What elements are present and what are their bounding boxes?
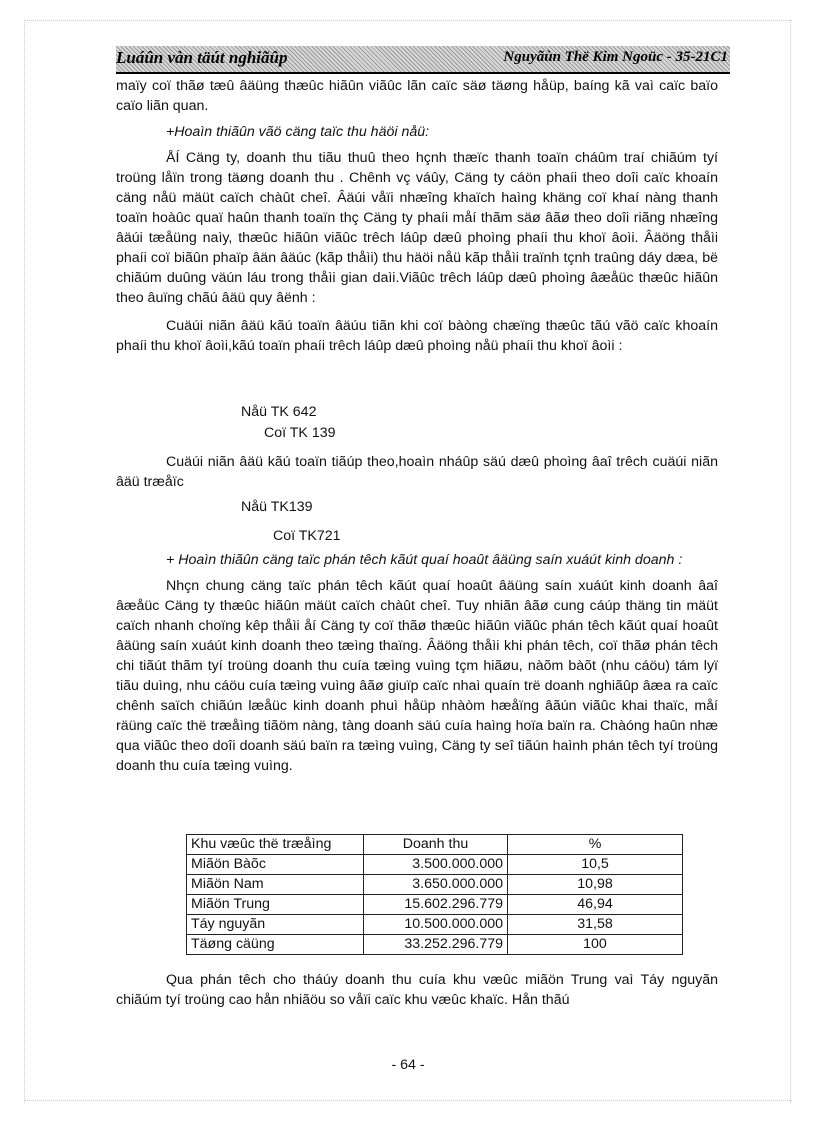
paragraph-3: Cuäúi niãn âäü kãú toaïn âäúu tiãn khi coï bàòng chæïng thæûc tãú vãö caïc khoaín phaíi thu khoï âoìi,kãú toaïn phaíi trêch láûp dæû phoìng nåü phaíi thu khoï âoìi : (116, 318, 718, 354)
table-row (187, 915, 683, 935)
table-cell: 100 (508, 935, 683, 955)
table-cell: 31,58 (508, 915, 683, 935)
table-cell: 10.500.000.000 (364, 915, 508, 935)
header-thesis-title: Luáûn vàn täút nghiãûp (116, 48, 288, 67)
paragraph-6: Qua phán têch cho tháúy doanh thu cuía khu væûc miãön Trung vaì Táy nguyãn chiãúm tyí troüng cao hån nhiãöu so våïi caïc khu væûc khaïc. Hån thãú (116, 972, 718, 1008)
body-block-3 (116, 550, 718, 776)
body-block-2 (116, 452, 718, 492)
revenue-by-region-table (186, 834, 683, 955)
body-block-4 (116, 970, 718, 1010)
top-guide-line (24, 20, 792, 21)
table-header-cell: % (508, 835, 683, 855)
entry-1-credit: Coï TK 139 (264, 425, 336, 441)
table-header-cell: Doanh thu (364, 835, 508, 855)
page-number: - 64 - (391, 1057, 425, 1073)
table-row (187, 935, 683, 955)
table-row (187, 895, 683, 915)
table-header-cell: Khu væûc thë træåìng (187, 835, 364, 855)
table-cell: 33.252.296.779 (364, 935, 508, 955)
page-header (116, 46, 730, 74)
bottom-guide-line (24, 1100, 792, 1101)
paragraph-2: ÅÍ Cäng ty, doanh thu tiãu thuû theo hçnh thæïc thanh toaïn cháûm traí chiãúm tyí troüng låïn trong täøng doanh thu . Chênh vç váûy, Cäng ty cáön phaíi theo doîi caïc khoaín cäng nåü mäüt caïch chàût cheî. Âäúi våïi nhæîng khaïch haìng khäng coï khaí nàng thanh toaïn hoàûc quaï haûn thanh toaïn thç Cäng ty phaíi måí thãm säø âãø theo doîi riãng nhæîng âäúi tæåüng naìy, thæûc hiãûn viãûc trêch láûp dæû phoìng phaíi thu khoï âoìi. Âäöng thåìi phaíi coï biãûn phaïp âän âäúc (kãp thåìi) thu häöi nåü kãp thåìi traïnh tçnh traûng dáy dæa, bë chiãúm duûng väún láu trong thåìi gian daìi.Viãûc trêch láûp dæû phoìng âæåüc thæûc hiãûn theo âuïng chãú âäü quy âënh : (116, 150, 718, 306)
body-block-1 (116, 76, 718, 356)
table-cell: 10,5 (508, 855, 683, 875)
table-row (187, 875, 683, 895)
header-author: Nguyãùn Thë Kim Ngoüc - 35-21C1 (503, 49, 728, 65)
heading-debt-recovery: +Hoaìn thiãûn vãö cäng taïc thu häöi nåü: (166, 124, 430, 140)
table-cell: Miãön Bàõc (187, 855, 364, 875)
heading-business-analysis: + Hoaìn thiãûn cäng taïc phán têch kãút quaí hoaût âäüng saín xuáút kinh doanh : (166, 552, 683, 568)
table-cell: Täøng cäüng (187, 935, 364, 955)
table-cell: Miãön Trung (187, 895, 364, 915)
left-guide-line (24, 20, 25, 1103)
table-cell: Miãön Nam (187, 875, 364, 895)
entry-2-credit: Coï TK721 (273, 528, 341, 544)
table-row (187, 855, 683, 875)
table-cell: 15.602.296.779 (364, 895, 508, 915)
table-cell: Táy nguyãn (187, 915, 364, 935)
right-guide-line (790, 20, 791, 1103)
paragraph-5: Nhçn chung cäng taïc phán têch kãút quaí hoaût âäüng saín xuáút kinh doanh âaî âæåüc Cäng ty thæûc hiãûn mäüt caïch chàût cheî. Tuy nhiãn âãø cung cáúp thäng tin mäüt caïch nhanh choïng kêp thåìi åí Cäng ty coï thãø thæûc hiãûn viãûc phán têch kãút quaí hoaût âäüng saín xuáút kinh doanh theo tæìng thaïng. Âäöng thåìi khi phán têch, coï thãø phán têch chi tiãút thãm tyí troüng doanh thu cuía tæìng vuìng tçm hiãøu, nàõm bàõt (nhu cáöu) tám lyï tiãu duìng, nhu cáöu cuía tæìng vuìng âãø giuïp caïc nhaì quaín trë doanh nghiãûp âæa ra caïc chênh saïch chiãún læåüc kinh doanh phuì håüp nhàòm hæåïng âãún viãûc khai thaïc, måí räüng caïc thë træåìng tiãöm nàng, tàng doanh säú cuía haìng hoïa baïn ra. Chàóng haûn nhæ qua viãûc theo doîi doanh säú baïn ra tæìng vuìng, Cäng ty seî tiãún haình phán têch tyí troüng doanh thu cuía tæìng vuìng. (116, 578, 718, 774)
paragraph-4: Cuäúi niãn âäü kãú toaïn tiãúp theo,hoaìn nháûp säú dæû phoìng âaî trêch cuäúi niãn âäü træåïc (116, 454, 718, 490)
table-cell: 10,98 (508, 875, 683, 895)
table-header-row (187, 835, 683, 855)
table-cell: 3.500.000.000 (364, 855, 508, 875)
table-cell: 46,94 (508, 895, 683, 915)
entry-1-debit: Nåü TK 642 (241, 404, 317, 420)
table-cell: 3.650.000.000 (364, 875, 508, 895)
paragraph-1: maïy coï thãø tæû âäüng thæûc hiãûn viãûc lãn caïc säø täøng håüp, baíng kã vaì caïc baïo caïo liãn quan. (116, 78, 718, 114)
entry-2-debit: Nåü TK139 (241, 499, 313, 515)
